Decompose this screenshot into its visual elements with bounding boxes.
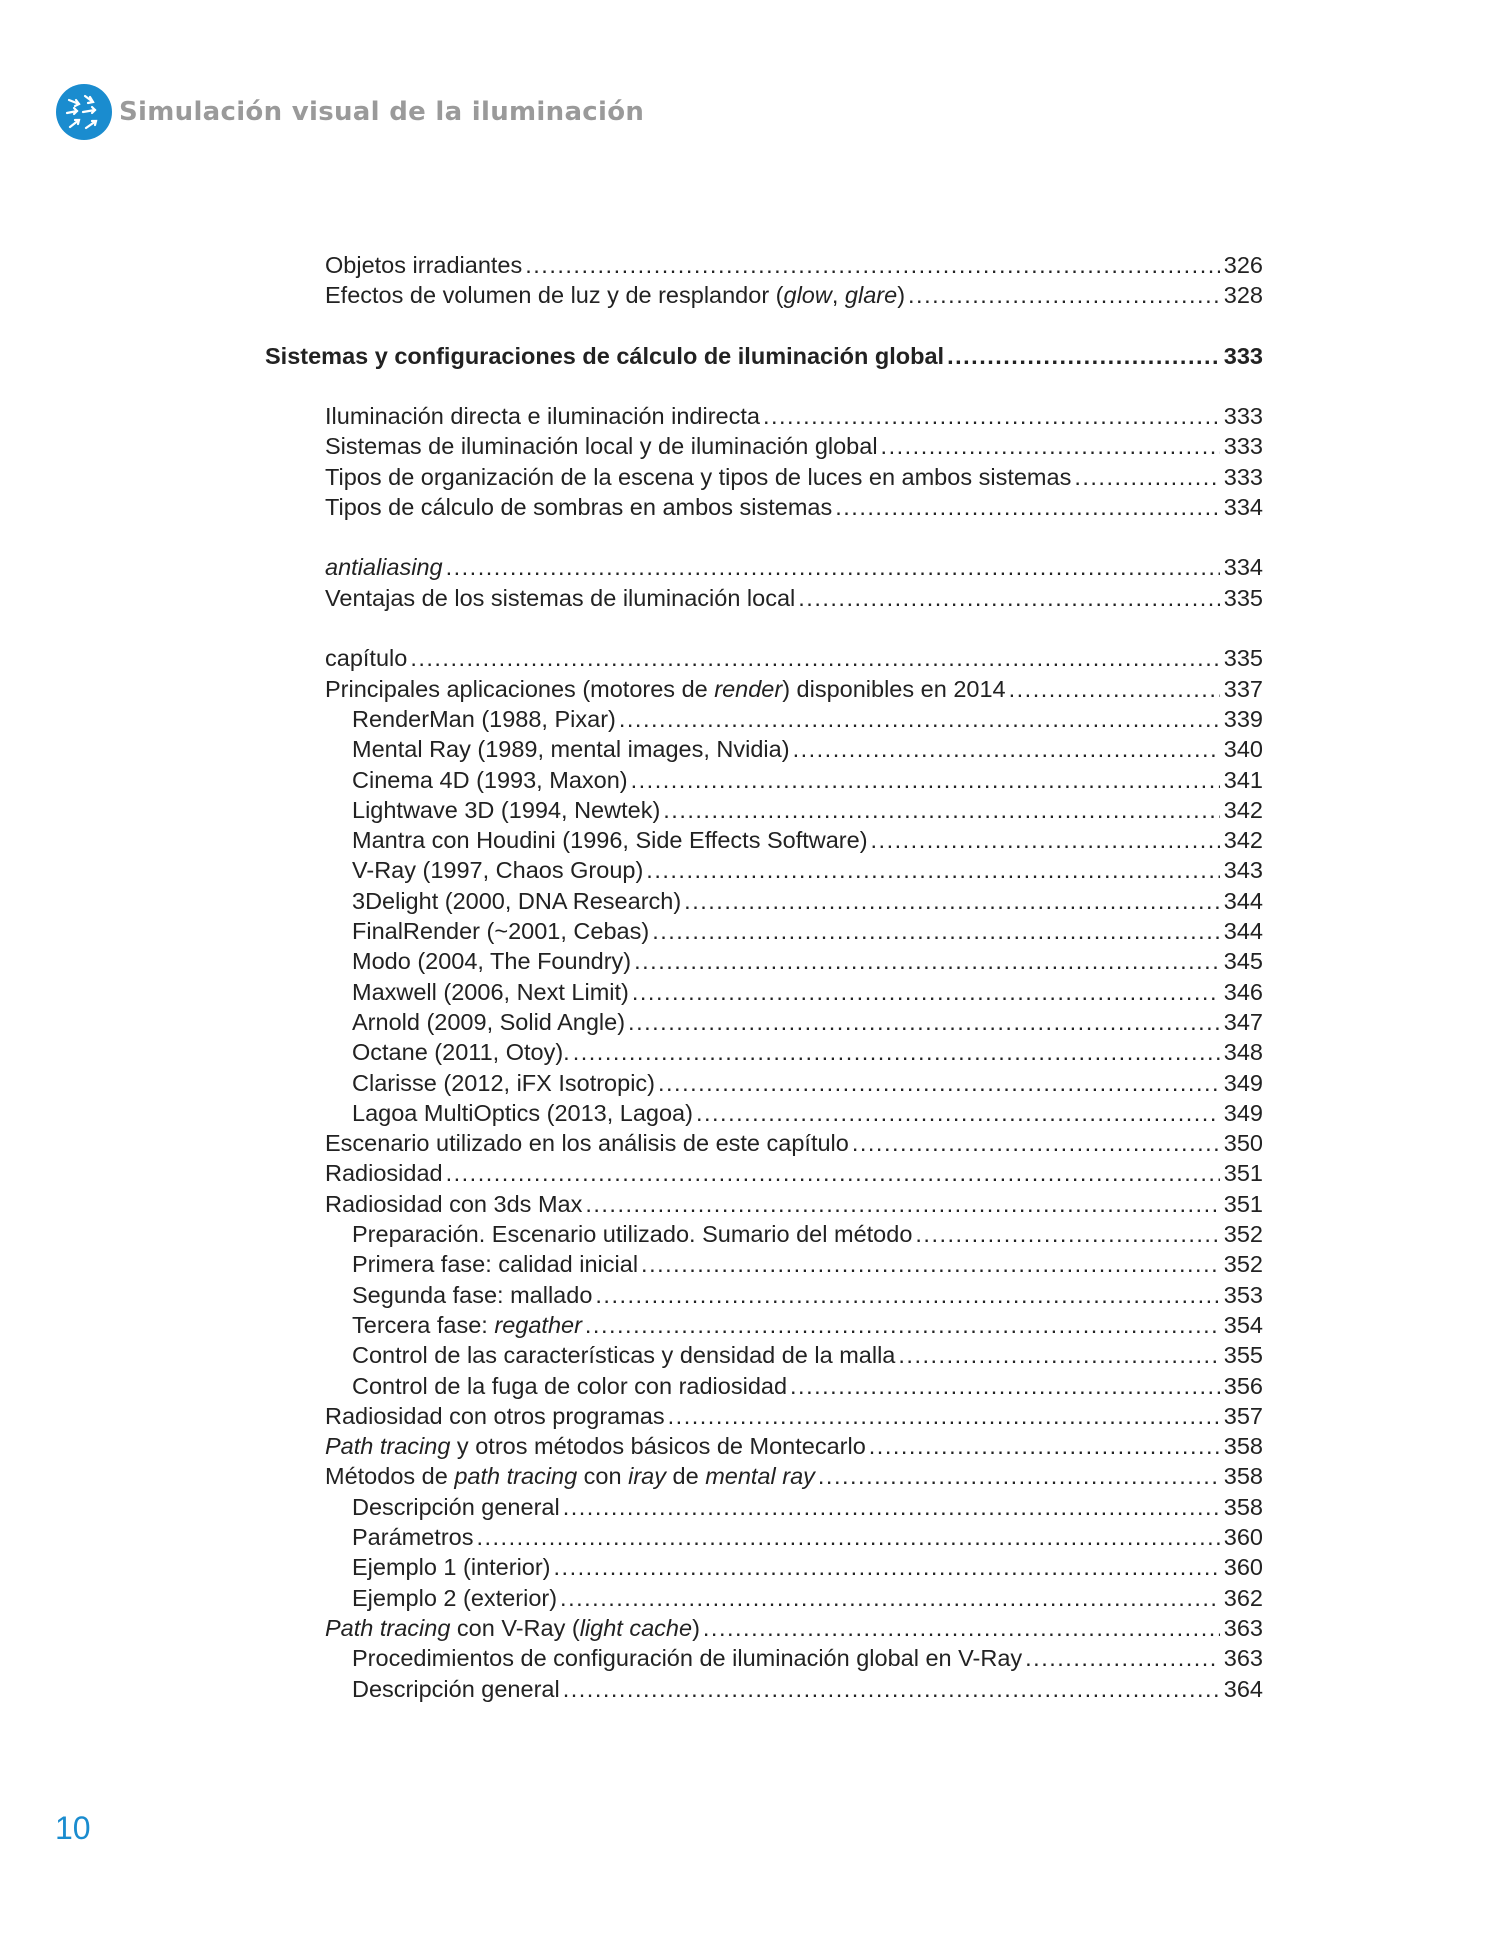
toc-title-segment: Maxwell (2006, Next Limit): [352, 978, 629, 1005]
toc-entry[interactable]: [352, 795, 1263, 825]
toc-title-segment: Lagoa MultiOptics (2013, Lagoa): [352, 1099, 693, 1126]
toc-entry-title: [352, 734, 790, 764]
toc-entry-title: [325, 250, 522, 280]
toc-page-number: 360: [1223, 1524, 1263, 1550]
dot-leader: [632, 977, 1220, 1007]
toc-entry[interactable]: [325, 1461, 1263, 1491]
toc-title-segment: Efectos de volumen de luz y de resplandor (: [325, 282, 784, 309]
toc-page-number: 340: [1223, 736, 1263, 763]
toc-entry-title: [352, 1552, 551, 1582]
toc-entry-title: [352, 855, 643, 885]
toc-title-segment: ) disponibles en 2014: [782, 675, 1006, 702]
dot-leader: [684, 886, 1220, 916]
toc-page-number: 335: [1223, 645, 1263, 672]
toc-entry-title: [325, 1158, 443, 1188]
toc-title-segment: Preparación. Escenario utilizado. Sumario del método: [352, 1221, 913, 1247]
dot-leader: [634, 946, 1220, 976]
toc-title-segment: RenderMan (1988, Pixar): [352, 705, 616, 732]
toc-chapter[interactable]: [265, 341, 1263, 371]
toc-entry-title: [325, 1189, 582, 1219]
toc-title-segment: Octane (2011, Otoy).: [352, 1039, 570, 1066]
toc-title-segment: Path tracing: [325, 1433, 451, 1460]
toc-entry[interactable]: [352, 704, 1263, 734]
toc-entry-title: [325, 552, 443, 582]
toc-page-number: 344: [1223, 887, 1263, 914]
dot-leader: [446, 1158, 1220, 1188]
toc-page-number: 352: [1223, 1251, 1263, 1278]
toc-entry[interactable]: [352, 1340, 1263, 1370]
toc-entry[interactable]: [325, 1128, 1263, 1158]
toc-title-segment: Objetos irradiantes: [325, 252, 523, 278]
toc-title-segment: regather: [494, 1311, 582, 1338]
toc-title-segment: Parámetros: [352, 1524, 474, 1550]
toc-entry-title: [325, 1128, 849, 1158]
toc-entry[interactable]: [352, 1371, 1263, 1401]
toc-entry[interactable]: [325, 250, 1263, 280]
toc-entry[interactable]: [325, 431, 1263, 461]
toc-title-segment: y otros métodos básicos de Montecarlo: [450, 1433, 866, 1460]
dot-leader: [563, 1674, 1220, 1704]
toc-entry[interactable]: [325, 401, 1263, 431]
toc-page-number: 343: [1223, 857, 1263, 884]
dot-leader: [835, 492, 1220, 522]
toc-title-segment: Mental Ray (1989, mental images, Nvidia): [352, 736, 790, 763]
toc-page-number: 360: [1223, 1554, 1263, 1581]
toc-page-number: 342: [1223, 827, 1263, 854]
toc-entry[interactable]: [352, 1037, 1263, 1067]
toc-entry-title: [352, 977, 629, 1007]
toc-entry-title: [352, 1037, 570, 1067]
toc-title-segment: Control de la fuga de color con radiosidad: [352, 1372, 788, 1399]
toc-entry[interactable]: [352, 1310, 1263, 1340]
toc-title-segment: Modo (2004, The Foundry): [352, 948, 632, 975]
toc-entry-title: [352, 1643, 1022, 1673]
dot-leader: [410, 643, 1220, 673]
toc-entry[interactable]: [352, 1522, 1263, 1552]
toc-entry[interactable]: [325, 1431, 1263, 1461]
toc-title-segment: Segunda fase: mallado: [352, 1281, 593, 1308]
toc-title-segment: Procedimientos de configuración de iluminación global en V-Ray: [352, 1645, 1023, 1672]
dot-leader: [947, 341, 1220, 371]
toc-page-number: 358: [1223, 1493, 1263, 1520]
toc-entry-title: [352, 1068, 655, 1098]
toc-entry-title: [352, 1583, 557, 1613]
toc-entry[interactable]: [352, 765, 1263, 795]
toc-page-number: 339: [1223, 705, 1263, 732]
toc-entry[interactable]: [352, 734, 1263, 764]
toc-entry-title: [265, 341, 944, 371]
toc-title-segment: Primera fase: calidad inicial: [352, 1251, 639, 1278]
dot-leader: [585, 1310, 1220, 1340]
toc-title-segment: Descripción general: [352, 1675, 560, 1702]
toc-entry-title: [325, 1431, 866, 1461]
toc-entry[interactable]: [352, 1219, 1263, 1249]
toc-entry-title: [352, 946, 631, 976]
toc-page-number: 351: [1223, 1160, 1263, 1187]
dot-leader: [818, 1461, 1220, 1491]
toc-title-segment: ,: [831, 282, 845, 309]
toc-entry[interactable]: [352, 1583, 1263, 1613]
dot-leader: [631, 765, 1220, 795]
toc-title-segment: Control de las características y densidad de la malla: [352, 1342, 896, 1369]
dot-leader: [658, 1068, 1220, 1098]
toc-entry[interactable]: [352, 1492, 1263, 1522]
toc-entry-title: [325, 401, 760, 431]
toc-page-number: 355: [1223, 1342, 1263, 1369]
toc-title-segment: con: [577, 1463, 629, 1490]
toc-entry[interactable]: [325, 1158, 1263, 1188]
toc-page-number: 333: [1223, 342, 1263, 369]
dot-leader: [628, 1007, 1220, 1037]
dot-leader: [696, 1098, 1220, 1128]
dot-leader: [1074, 462, 1220, 492]
toc-title-segment: Radiosidad: [325, 1160, 443, 1187]
toc-entry[interactable]: [325, 1613, 1263, 1643]
toc-entry-title: [325, 583, 795, 613]
dot-leader: [525, 250, 1220, 280]
toc-page-number: 348: [1223, 1039, 1263, 1066]
toc-title-segment: Ejemplo 2 (exterior): [352, 1584, 558, 1611]
header-title: Simulación visual de la iluminación: [119, 97, 645, 127]
toc-page-number: 350: [1223, 1130, 1263, 1157]
toc-title-segment: Tipos de organización de la escena y tipos de luces en ambos sistemas: [325, 463, 1072, 490]
page-number: 10: [55, 1810, 91, 1846]
dot-leader: [881, 431, 1220, 461]
toc-entry[interactable]: [352, 855, 1263, 885]
toc-page-number: 341: [1223, 766, 1263, 793]
toc-entry-title: [325, 492, 832, 522]
toc-entry-title: [352, 1219, 912, 1249]
toc-title-segment: Iluminación directa e iluminación indirecta: [325, 402, 760, 429]
toc-page-number: 333: [1223, 463, 1263, 490]
toc-entry-title: [352, 704, 616, 734]
toc-title-segment: light cache: [579, 1614, 693, 1641]
toc-entry-title: [325, 280, 905, 310]
dot-leader: [852, 1128, 1220, 1158]
toc-title-segment: Radiosidad con otros programas: [325, 1402, 665, 1429]
toc-title-segment: iray: [628, 1463, 666, 1490]
toc-entry[interactable]: [352, 886, 1263, 916]
toc-entry[interactable]: [352, 1552, 1263, 1582]
toc-title-segment: Sistemas y configuraciones de cálculo de iluminación global: [265, 342, 945, 369]
toc-page-number: 351: [1223, 1190, 1263, 1217]
toc-page-number: 344: [1223, 918, 1263, 944]
toc-title-segment: Tercera fase:: [352, 1311, 495, 1338]
dot-leader: [560, 1583, 1220, 1613]
toc-title-segment: Ejemplo 1 (interior): [352, 1554, 551, 1581]
toc-page-number: 353: [1223, 1281, 1263, 1308]
toc-page-number: 326: [1223, 252, 1263, 278]
dot-leader: [652, 916, 1220, 946]
dot-leader: [871, 825, 1220, 855]
toc-title-segment: Arnold (2009, Solid Angle): [352, 1008, 626, 1035]
toc-page-number: 345: [1223, 948, 1263, 975]
toc-entry[interactable]: [352, 1098, 1263, 1128]
toc-title-segment: path tracing: [454, 1463, 578, 1490]
dot-leader: [790, 1371, 1220, 1401]
dot-leader: [703, 1613, 1220, 1643]
dot-leader: [1009, 674, 1220, 704]
toc-entry[interactable]: [325, 280, 1263, 310]
toc-entry[interactable]: [325, 552, 1263, 582]
light-rays-logo-icon: [55, 83, 113, 141]
toc-title-segment: ): [692, 1614, 700, 1641]
toc-entry-title: [352, 765, 628, 795]
toc-entry[interactable]: [352, 916, 1263, 946]
toc-title-segment: mental ray: [705, 1463, 815, 1490]
dot-leader: [595, 1280, 1220, 1310]
toc-page-number: 354: [1223, 1311, 1263, 1338]
dot-leader: [763, 401, 1220, 431]
toc-title-segment: ): [897, 282, 906, 309]
toc-page-number: 364: [1223, 1675, 1263, 1702]
toc-entry[interactable]: [352, 825, 1263, 855]
toc-title-segment: Descripción general: [352, 1493, 560, 1520]
toc-title-segment: Principales aplicaciones (motores de: [325, 675, 715, 702]
toc-page-number: 333: [1223, 433, 1263, 460]
toc-title-segment: Ventajas de los sistemas de iluminación local: [325, 584, 796, 611]
toc-entry-title: [352, 825, 868, 855]
toc-page-number: 362: [1223, 1584, 1263, 1611]
toc-title-segment: render: [714, 675, 783, 702]
toc-entry-title: [352, 1522, 473, 1552]
dot-leader: [1025, 1643, 1220, 1673]
dot-leader: [646, 855, 1220, 885]
toc-page-number: 352: [1223, 1221, 1263, 1247]
toc-entry-title: [352, 1007, 625, 1037]
dot-leader: [641, 1249, 1220, 1279]
toc-entry-title: [352, 795, 660, 825]
toc-entry[interactable]: [325, 583, 1263, 613]
toc-title-segment: Path tracing: [325, 1614, 451, 1641]
toc-entry-title: [352, 1280, 592, 1310]
toc-entry[interactable]: [325, 643, 1263, 673]
dot-leader: [563, 1492, 1220, 1522]
toc-entry[interactable]: [352, 1068, 1263, 1098]
dot-leader: [898, 1340, 1220, 1370]
toc-entry-title: [325, 431, 878, 461]
toc-title-segment: glow: [783, 282, 832, 309]
toc-entry[interactable]: [325, 674, 1263, 704]
toc-entry-title: [325, 1613, 700, 1643]
toc-page-number: 346: [1223, 978, 1263, 1005]
toc-title-segment: Clarisse (2012, iFX Isotropic): [352, 1069, 655, 1096]
dot-leader: [446, 552, 1220, 582]
toc-entry[interactable]: [352, 1643, 1263, 1673]
toc-title-segment: Lightwave 3D (1994, Newtek): [352, 796, 661, 823]
dot-leader: [915, 1219, 1220, 1249]
toc-page-number: 358: [1223, 1463, 1263, 1490]
dot-leader: [798, 583, 1220, 613]
toc-entry-title: [352, 916, 649, 946]
toc-title-segment: capítulo: [325, 645, 408, 672]
toc-page-number: 357: [1223, 1402, 1263, 1429]
toc-page-number: 358: [1223, 1433, 1263, 1460]
toc-page-number: 349: [1223, 1099, 1263, 1126]
toc-entry[interactable]: [325, 1189, 1263, 1219]
toc-title-segment: Sistemas de iluminación local y de iluminación global: [325, 433, 878, 460]
toc-entry[interactable]: [325, 1401, 1263, 1431]
toc-title-segment: Escenario utilizado en los análisis de este capítulo: [325, 1130, 849, 1157]
toc-page-number: 328: [1223, 282, 1263, 309]
toc-page-number: 337: [1223, 675, 1263, 702]
toc-page-number: 333: [1223, 402, 1263, 429]
toc-title-segment: con V-Ray (: [450, 1614, 580, 1641]
toc-title-segment: de: [665, 1463, 706, 1490]
toc-entry-title: [325, 674, 1006, 704]
toc-entry-title: [352, 1340, 895, 1370]
toc-page-number: 363: [1223, 1614, 1263, 1641]
dot-leader: [663, 795, 1220, 825]
toc-title-segment: 3Delight (2000, DNA Research): [352, 887, 682, 914]
toc-title-segment: Métodos de: [325, 1463, 455, 1490]
toc-title-segment: glare: [844, 282, 898, 309]
toc-entry[interactable]: [352, 1249, 1263, 1279]
toc-page-number: 334: [1223, 493, 1263, 520]
dot-leader: [668, 1401, 1220, 1431]
toc-entry-title: [352, 1249, 638, 1279]
toc-title-segment: antialiasing: [325, 554, 443, 581]
toc-entry-title: [325, 1461, 815, 1491]
toc-entry[interactable]: [352, 1674, 1263, 1704]
toc-page-number: 342: [1223, 796, 1263, 823]
toc-page-number: 334: [1223, 554, 1263, 581]
toc-entry[interactable]: [352, 977, 1263, 1007]
toc-entry[interactable]: [325, 492, 1263, 522]
dot-leader: [619, 704, 1220, 734]
toc-page-number: 363: [1223, 1645, 1263, 1672]
toc-title-segment: Tipos de cálculo de sombras en ambos sistemas: [325, 493, 833, 520]
dot-leader: [869, 1431, 1220, 1461]
dot-leader: [573, 1037, 1220, 1067]
toc-entry-title: [352, 1492, 560, 1522]
dot-leader: [554, 1552, 1220, 1582]
toc-page-number: 347: [1223, 1008, 1263, 1035]
toc-entry-title: [352, 1310, 582, 1340]
toc-entry-title: [352, 1098, 693, 1128]
toc-page-number: 349: [1223, 1069, 1263, 1096]
toc-entry[interactable]: [352, 946, 1263, 976]
toc-entry-title: [325, 643, 407, 673]
toc-title-segment: FinalRender (~2001, Cebas): [352, 918, 650, 944]
dot-leader: [585, 1189, 1220, 1219]
toc-entry-title: [352, 886, 681, 916]
toc-page-number: 335: [1223, 584, 1263, 611]
toc-title-segment: Cinema 4D (1993, Maxon): [352, 766, 628, 793]
dot-leader: [476, 1522, 1220, 1552]
toc-title-segment: Mantra con Houdini (1996, Side Effects Software): [352, 827, 868, 854]
toc-title-segment: Radiosidad con 3ds Max: [325, 1190, 583, 1217]
toc-title-segment: V-Ray (1997, Chaos Group): [352, 857, 644, 884]
toc-entry[interactable]: [352, 1007, 1263, 1037]
running-header: [55, 82, 644, 142]
toc-entry-title: [325, 1401, 665, 1431]
dot-leader: [793, 734, 1220, 764]
dot-leader: [908, 280, 1220, 310]
toc-entry-title: [325, 462, 1071, 492]
toc-entry-title: [352, 1674, 560, 1704]
toc-entry[interactable]: [352, 1280, 1263, 1310]
toc-page-number: 356: [1223, 1372, 1263, 1399]
toc-entry-title: [352, 1371, 787, 1401]
toc-entry[interactable]: [325, 462, 1263, 492]
